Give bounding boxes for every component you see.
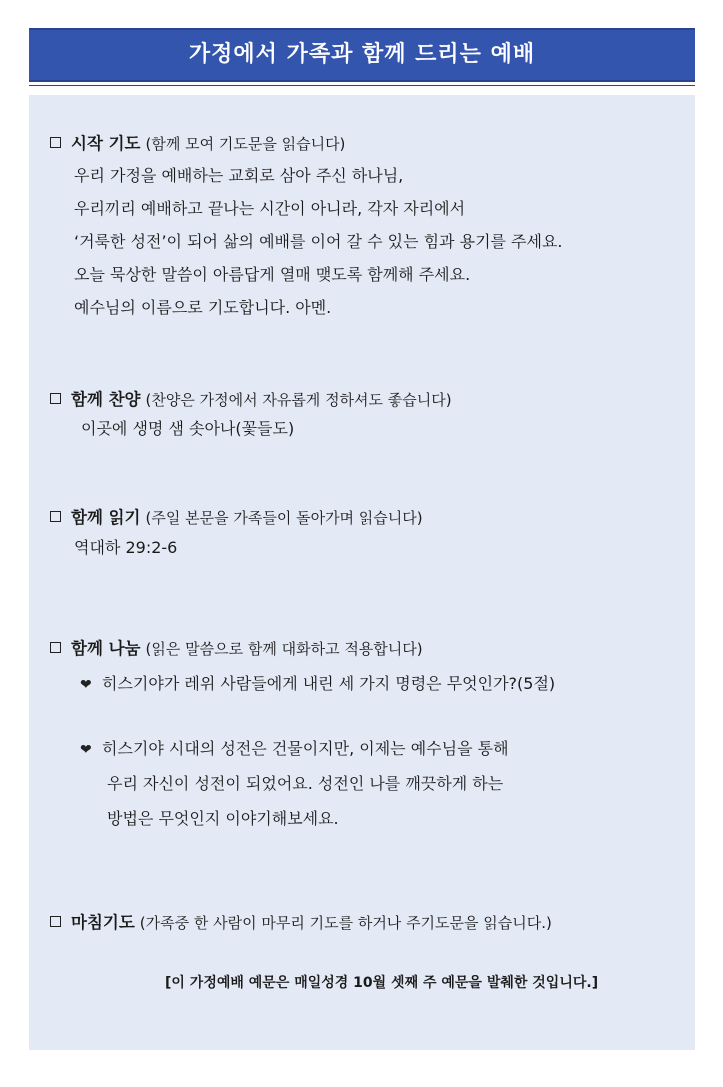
heart-bullet-icon: ❤ — [80, 677, 92, 693]
section-title: 시작 기도 — [71, 134, 141, 153]
prayer-line: 우리 가정을 예배하는 교회로 삼아 주신 하나님, — [74, 166, 404, 185]
scripture-reference: 역대하 29:2-6 — [74, 538, 178, 557]
hymn-title: 이곳에 생명 샘 솟아나(꽃들도) — [81, 419, 295, 438]
section-closing-prayer-header — [50, 909, 552, 933]
checkbox-square-icon — [50, 137, 61, 148]
section-note: (함께 모여 기도문을 읽습니다) — [145, 135, 346, 153]
prayer-line: 오늘 묵상한 말씀이 아름답게 열매 맺도록 함께해 주세요. — [74, 265, 471, 284]
title-bar — [29, 28, 695, 82]
section-sharing-header — [50, 635, 423, 659]
checkbox-square-icon — [50, 642, 61, 653]
prayer-line: 우리끼리 예배하고 끝나는 시간이 아니라, 각자 자리에서 — [74, 199, 466, 218]
question-text: 히스기야가 레위 사람들에게 내린 세 가지 명령은 무엇인가?(5절) — [102, 674, 556, 693]
section-title: 함께 읽기 — [71, 508, 141, 527]
checkbox-square-icon — [50, 916, 61, 927]
page-title: 가정에서 가족과 함께 드리는 예배 — [188, 42, 536, 67]
question-text: 히스기야 시대의 성전은 건물이지만, 이제는 예수님을 통해 — [102, 739, 509, 758]
source-note: [이 가정예배 예문은 매일성경 10월 셋째 주 예문을 발췌한 것입니다.] — [165, 975, 599, 991]
section-hymn-header — [50, 386, 452, 410]
prayer-line: ‘거룩한 성전’이 되어 삶의 예배를 이어 갈 수 있는 힘과 용기를 주세요. — [74, 232, 563, 251]
heart-bullet-icon: ❤ — [80, 742, 92, 758]
section-title: 마침기도 — [71, 913, 135, 932]
section-reading-header — [50, 504, 423, 528]
question-2 — [80, 736, 509, 759]
question-text: 방법은 무엇인지 이야기해보세요. — [107, 809, 339, 828]
section-note: (가족중 한 사람이 마무리 기도를 하거나 주기도문을 읽습니다.) — [139, 914, 552, 932]
section-title: 함께 찬양 — [71, 390, 141, 409]
section-opening-prayer-header — [50, 130, 345, 154]
question-1 — [80, 671, 555, 694]
section-note: (찬양은 가정에서 자유롭게 정하셔도 좋습니다) — [145, 391, 452, 409]
section-title: 함께 나눔 — [71, 639, 141, 658]
checkbox-square-icon — [50, 511, 61, 522]
question-text: 우리 자신이 성전이 되었어요. 성전인 나를 깨끗하게 하는 — [107, 774, 504, 793]
checkbox-square-icon — [50, 393, 61, 404]
section-note: (읽은 말씀으로 함께 대화하고 적용합니다) — [145, 640, 423, 658]
section-note: (주일 본문을 가족들이 돌아가며 읽습니다) — [145, 509, 423, 527]
prayer-line: 예수님의 이름으로 기도합니다. 아멘. — [74, 298, 332, 317]
